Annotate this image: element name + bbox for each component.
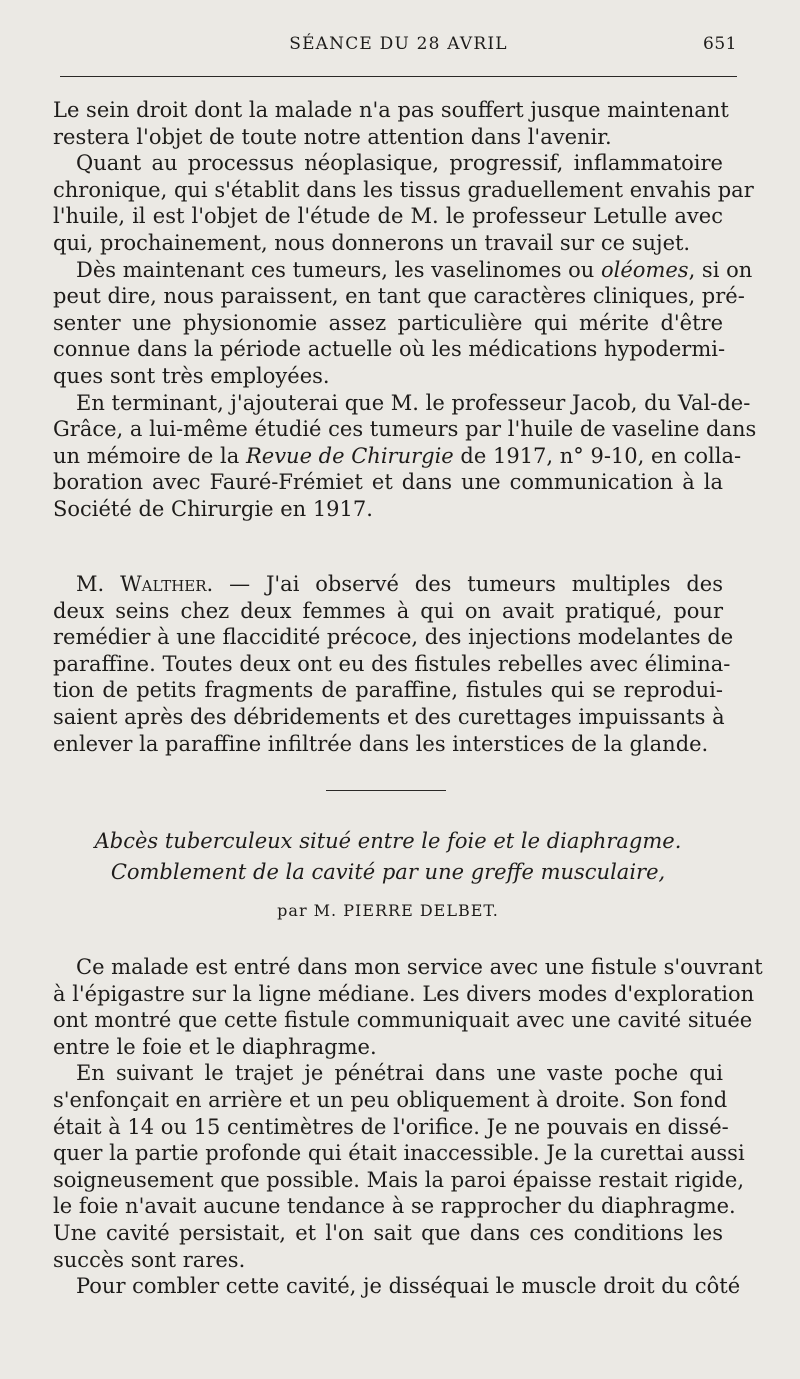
text-line: s'enfonçait en arrière et un peu obliquement à droite. Son fond bbox=[53, 1087, 728, 1112]
section-conclusion bbox=[53, 97, 757, 523]
text-line: connue dans la période actuelle où les médications hypodermi- bbox=[53, 337, 726, 362]
article-title-line-2: Comblement de la cavité par une greffe musculaire, bbox=[110, 860, 666, 884]
text-line: boration avec Fauré-Frémiet et dans une communication à la bbox=[53, 470, 723, 495]
text-line: enlever la paraffine infiltrée dans les interstices de la glande. bbox=[53, 731, 709, 756]
text-line: tion de petits fragments de paraffine, fistules qui se reprodui- bbox=[53, 678, 723, 703]
text-line: Société de Chirurgie en 1917. bbox=[53, 496, 373, 521]
text-line: soigneusement que possible. Mais la paroi épaisse restait rigide, bbox=[53, 1167, 745, 1192]
text-line: qui, prochainement, nous donnerons un travail sur ce sujet. bbox=[53, 230, 691, 255]
text-line: le foie n'avait aucune tendance à se rapprocher du diaphragme. bbox=[53, 1194, 736, 1219]
text-line: ont montré que cette fistule communiquait avec une cavité située bbox=[53, 1008, 753, 1033]
text-line: peut dire, nous paraissent, en tant que caractères cliniques, pré- bbox=[53, 284, 745, 309]
text-line: deux seins chez deux femmes à qui on avait pratiqué, pour bbox=[53, 598, 723, 623]
article-body bbox=[53, 954, 763, 1300]
text-line: remédier à une flaccidité précoce, des injections modelantes de bbox=[53, 625, 734, 650]
section-divider bbox=[326, 790, 446, 791]
text-line: paraffine. Toutes deux ont eu des fistules rebelles avec élimina- bbox=[53, 651, 731, 676]
text-line: En suivant le trajet je pénétrai dans une vaste poche qui bbox=[76, 1061, 723, 1086]
text-line: à l'épigastre sur la ligne médiane. Les divers modes d'exploration bbox=[53, 981, 755, 1006]
text-line: un mémoire de la Revue de Chirurgie de 1917, n° 9-10, en colla- bbox=[53, 443, 742, 468]
text-line: Une cavité persistait, et l'on sait que dans ces conditions les bbox=[53, 1220, 723, 1245]
text-line: saient après des débridements et des curettages impuissants à bbox=[53, 704, 725, 729]
text-line: était à 14 ou 15 centimètres de l'orifice. Je ne pouvais en dissé- bbox=[53, 1114, 729, 1139]
text-line: Ce malade est entré dans mon service avec une fistule s'ouvrant bbox=[76, 955, 763, 979]
page-header bbox=[60, 34, 737, 60]
page-number: 651 bbox=[703, 34, 737, 54]
article-title-line-1: Abcès tuberculeux situé entre le foie et le diaphragme. bbox=[94, 829, 682, 853]
text-line: restera l'objet de toute notre attention dans l'avenir. bbox=[53, 124, 612, 149]
article-byline: par M. PIERRE DELBET. bbox=[277, 901, 499, 920]
speaker-name: Walther. bbox=[120, 572, 214, 596]
text-line: Le sein droit dont la malade n'a pas souffert jusque maintenant bbox=[53, 98, 729, 122]
text-line: Grâce, a lui-même étudié ces tumeurs par l'huile de vaseline dans bbox=[53, 417, 757, 442]
text-line: senter une physionomie assez particulière qui mérite d'être bbox=[53, 310, 723, 335]
section-walther bbox=[53, 571, 734, 757]
running-title: SÉANCE DU 28 AVRIL bbox=[289, 34, 508, 54]
text-line: Dès maintenant ces tumeurs, les vaselinomes ou oléomes, si on bbox=[76, 257, 753, 282]
text-line: M. Walther. — J'ai observé des tumeurs multiples des bbox=[76, 572, 723, 596]
text-line: entre le foie et le diaphragme. bbox=[53, 1034, 377, 1059]
text-line: Pour combler cette cavité, je disséquai le muscle droit du côté bbox=[76, 1274, 741, 1299]
speaker-prefix: M. bbox=[76, 572, 105, 596]
term-oleomes: oléomes bbox=[601, 257, 689, 282]
text-line: ques sont très employées. bbox=[53, 363, 330, 388]
text-line: quer la partie profonde qui était inaccessible. Je la curettai aussi bbox=[53, 1141, 745, 1166]
text-line: l'huile, il est l'objet de l'étude de M. le professeur Letulle avec bbox=[53, 204, 723, 229]
text-line: Quant au processus néoplasique, progressif, inflammatoire bbox=[76, 151, 723, 176]
text-line: En terminant, j'ajouterai que M. le professeur Jacob, du Val-de- bbox=[76, 390, 751, 415]
journal-title: Revue de Chirurgie bbox=[245, 443, 454, 468]
text-line: succès sont rares. bbox=[53, 1247, 246, 1272]
header-rule bbox=[60, 76, 737, 77]
text-line: chronique, qui s'établit dans les tissus graduellement envahis par bbox=[53, 177, 754, 202]
